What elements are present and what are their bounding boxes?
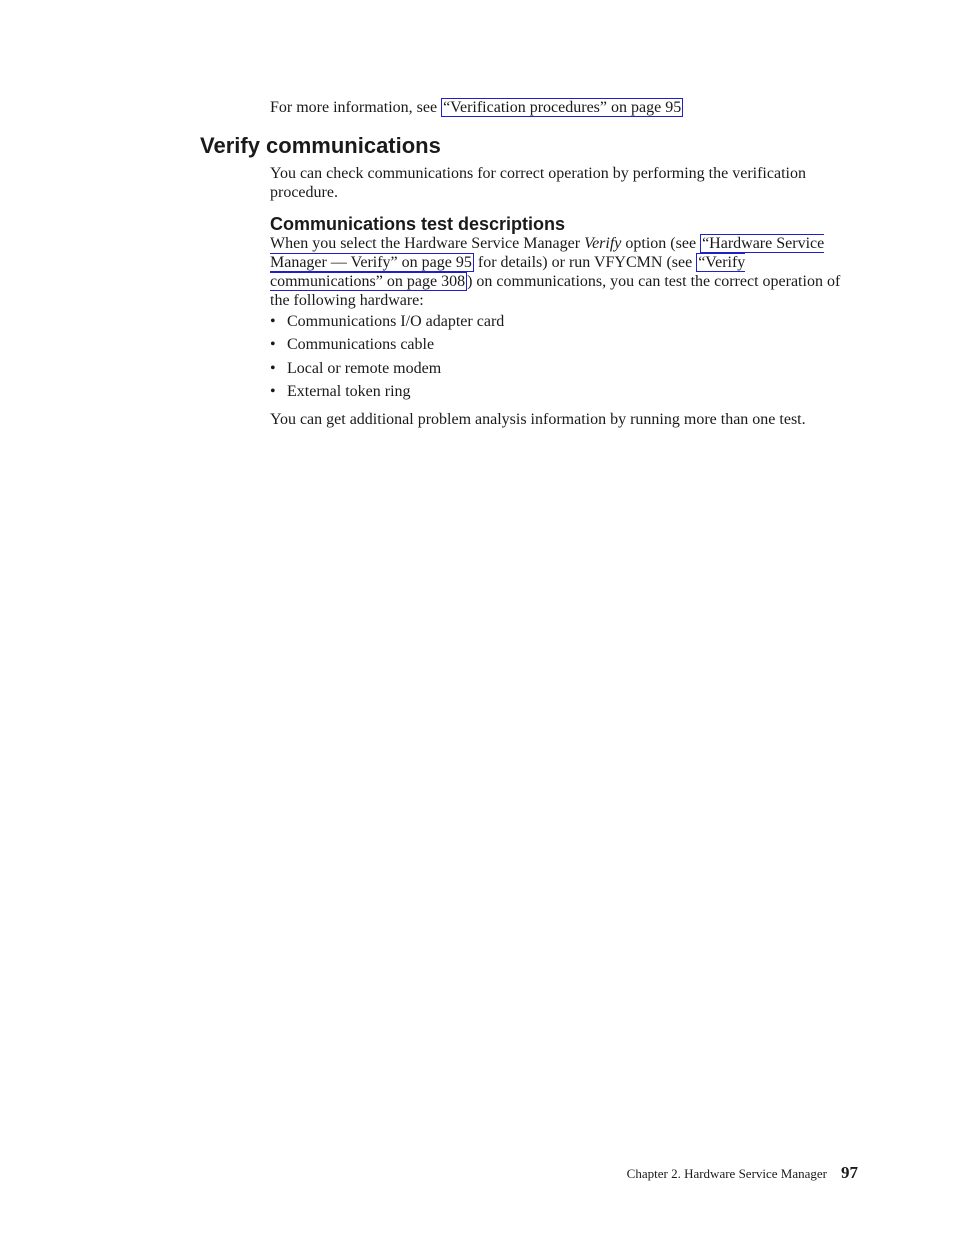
hsm-verify-link[interactable]: “Hardware Service Manager — Verify” on page 95	[270, 235, 825, 271]
verify-italic: Verify	[584, 235, 622, 252]
list-item	[270, 312, 858, 335]
subsection-paragraph	[270, 234, 858, 310]
para-text-2: option (see	[621, 235, 701, 252]
intro-text: For more information, see	[270, 99, 442, 116]
closing-paragraph: You can get additional problem analysis information by running more than one test.	[270, 411, 806, 428]
section-title: Verify communications	[200, 133, 441, 158]
verification-procedures-link[interactable]: “Verification procedures” on page 95	[443, 99, 682, 116]
intro-paragraph	[270, 98, 858, 117]
para-text-3: for details) or run VFYCMN (see	[473, 254, 697, 271]
list-item-text: Local or remote modem	[287, 359, 442, 377]
list-item-text: Communications I/O adapter card	[287, 313, 505, 330]
list-item	[270, 382, 858, 405]
subsection-title: Communications test descriptions	[270, 214, 566, 234]
bullet-icon: •	[270, 313, 276, 330]
page-number: 97	[841, 1163, 858, 1182]
footer-chapter: Chapter 2. Hardware Service Manager	[626, 1166, 827, 1181]
list-item-text: Communications cable	[287, 336, 435, 354]
list-item-text: External token ring	[287, 383, 411, 401]
section-paragraph: You can check communications for correct operation by performing the verification procedure.	[270, 165, 806, 201]
bullet-icon: •	[270, 336, 276, 354]
para-text-1: When you select the Hardware Service Manager	[270, 235, 585, 252]
bullet-icon: •	[270, 359, 276, 377]
list-item	[270, 335, 858, 358]
hardware-list	[270, 312, 858, 406]
verify-communications-link[interactable]: “Verify communications” on page 308	[270, 254, 746, 290]
para-text-4: ) on communications, you can test the correct operation of the following hardware:	[270, 273, 841, 309]
page-footer	[627, 1163, 858, 1183]
list-item	[270, 359, 858, 382]
bullet-icon: •	[270, 383, 276, 401]
